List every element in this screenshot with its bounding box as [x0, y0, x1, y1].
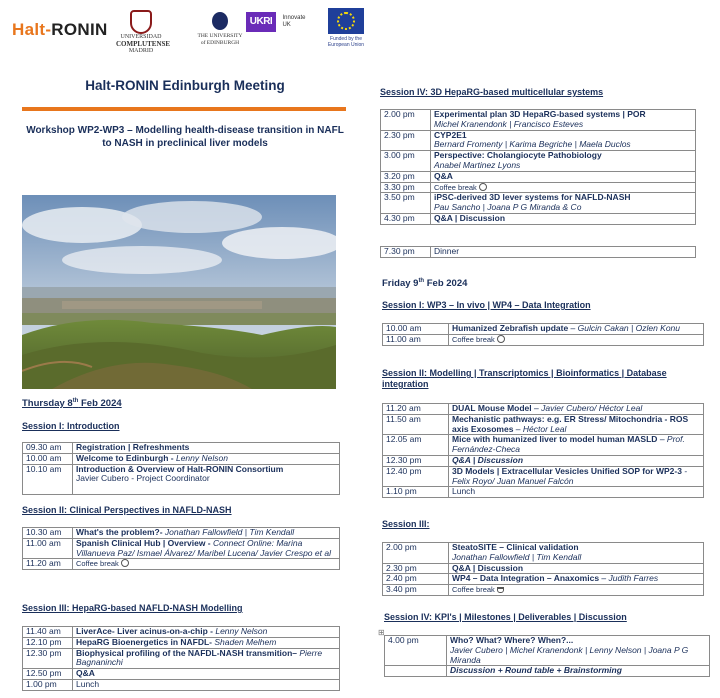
table-row: 3.00 pm Perspective: Cholangiocyte Pathobiology Anabel Martinez Lyons: [381, 151, 696, 172]
table-row: 10.00 am Welcome to Edinburgh - Lenny Nelson: [23, 453, 340, 464]
waving-hand-icon: [497, 335, 505, 343]
thu-session-4-table: [380, 109, 696, 225]
thu-session-4-title: Session IV: 3D HepaRG-based multicellular systems: [380, 87, 604, 97]
fri-session-3-table: [382, 542, 704, 596]
halt-ronin-logo: Halt-RONIN: [12, 20, 108, 39]
innovate-uk-logo: UKRI Innovate UK: [246, 12, 305, 32]
table-row: 4.30 pm Q&A | Discussion: [381, 213, 696, 224]
fri-session-1-table: [382, 323, 704, 346]
table-row: 3.40 pm Coffee break: [383, 585, 704, 596]
thu-session-2-title: Session II: Clinical Perspectives in NAFLD-NASH: [22, 505, 232, 515]
table-row: 3.30 pm Coffee break: [381, 182, 696, 193]
table-row: 12.10 pm HepaRG Bioenergetics in NAFDL- Shaden Melhem: [23, 637, 340, 648]
fri-session-2-title: Session II: Modelling | Transcriptomics | Bioinformatics | Database integration: [382, 368, 667, 389]
fri-session-4-table: [384, 635, 710, 677]
workshop-subtitle: Workshop WP2-WP3 – Modelling health-disease transition in NAFL to NASH in preclinical liver models: [26, 125, 344, 149]
thursday-heading: Thursday 8th Feb 2024: [22, 398, 122, 410]
table-row: 3.50 pm iPSC-derived 3D lever systems for NAFLD-NASH Pau Sancho | Joana P G Miranda & Co: [381, 193, 696, 214]
title-divider: [22, 107, 346, 111]
fri-session-2-table: [382, 403, 704, 498]
table-row: 4.00 pm Who? What? Where? When?... Javier Cubero | Michel Kranendonk | Lenny Nelson | Joana P G Miranda: [385, 636, 710, 666]
thu-session-1-title: Session I: Introduction: [22, 421, 120, 431]
table-row: 1.00 pm Lunch: [23, 679, 340, 690]
table-row: 11.00 am Coffee break: [383, 334, 704, 345]
table-row: 12.05 am Mice with humanized liver to model human MASLD – Prof. Fernández-Checa: [383, 435, 704, 456]
table-row: 12.30 pm Biophysical profiling of the NAFDL-NASH transmition– Pierre Bagnaninchi: [23, 648, 340, 669]
table-row: 11.50 am Mechanistic pathways: e.g. ER Stress/ Mitochondria - ROS axis Exosomes – Héctor Leal: [383, 414, 704, 435]
table-row: 2.00 pm SteatoSITE – Clinical validation Jonathan Fallowfield | Tim Kendall: [383, 543, 704, 564]
thu-session-3-title: Session III: HepaRG-based NAFLD-NASH Modelling: [22, 603, 243, 613]
thu-session-1-table: [22, 442, 340, 495]
table-row: 1.10 pm Lunch: [383, 487, 704, 498]
table-row: 12.40 pm 3D Models | Extracellular Vesicles Unified SOP for WP2-3 - Felix Royo/ Juan Manuel Falcón: [383, 466, 704, 487]
table-row: 12.30 pm Q&A | Discussion: [383, 455, 704, 466]
table-row: 10.10 am Introduction & Overview of Halt-RONIN Consortium Javier Cubero - Project Coordinator: [23, 464, 340, 494]
waving-hand-icon: [121, 559, 129, 567]
edinburgh-landscape-photo: [22, 195, 336, 389]
fri-session-4-title: Session IV: KPI's | Milestones | Deliverables | Discussion: [384, 612, 627, 622]
table-row: 11.00 am Spanish Clinical Hub | Overview - Connect Online: Marina Villanueva Paz/ Ismael Álvarez/ Maribel Lucena/ Javier Crespo et al: [23, 538, 340, 559]
table-row: 3.20 pm Q&A: [381, 171, 696, 182]
table-row: 11.20 am Coffee break: [23, 559, 340, 570]
fri-session-3-title: Session III:: [382, 519, 430, 529]
table-row: 11.20 am DUAL Mouse Model – Javier Cubero/ Héctor Leal: [383, 404, 704, 415]
edinburgh-crest-icon: [212, 12, 228, 30]
ucm-logo: UNIVERSIDAD COMPLUTENSE MADRID: [116, 10, 166, 55]
dinner-table: [380, 246, 696, 258]
eu-flag-icon: [328, 8, 364, 34]
table-row: 2.30 pm Q&A | Discussion: [383, 563, 704, 574]
table-row: 2.40 pm WP4 – Data Integration – Anaxomics – Judith Farres: [383, 574, 704, 585]
table-row: 09.30 am Registration | Refreshments: [23, 443, 340, 454]
thu-session-3-table: [22, 626, 340, 691]
table-row: 12.50 pm Q&A: [23, 669, 340, 680]
table-row: 2.00 pm Experimental plan 3D HepaRG-based systems | POR Michel Kranendonk | Francisco Esteves: [381, 110, 696, 131]
table-row: 10.00 am Humanized Zebrafish update – Gulcin Cakan | Ozlen Konu: [383, 324, 704, 335]
edinburgh-logo: THE UNIVERSITY of EDINBURGH: [190, 12, 250, 46]
table-row: 7.30 pm Dinner: [381, 247, 696, 258]
thu-session-2-table: [22, 527, 340, 570]
table-row: 10.30 am What's the problem?- Jonathan Fallowfield | Tim Kendall: [23, 528, 340, 539]
table-row: Discussion + Round table + Brainstorming: [385, 666, 710, 677]
crest-icon: [130, 10, 152, 34]
fri-session-1-title: Session I: WP3 – In vivo | WP4 – Data Integration: [382, 300, 591, 310]
eu-logo: Funded by the European Union: [326, 8, 366, 48]
move-handle-icon: ⊞: [378, 628, 385, 637]
table-row: 2.30 pm CYP2E1 Bernard Fromenty | Karima Begriche | Maela Duclos: [381, 130, 696, 151]
page-title: Halt-RONIN Edinburgh Meeting: [85, 78, 285, 93]
table-row: 11.40 am LiverAce- Liver acinus-on-a-chip - Lenny Nelson: [23, 627, 340, 638]
waving-hand-icon: [479, 183, 487, 191]
friday-heading: Friday 9th Feb 2024: [382, 278, 468, 290]
coffee-cup-icon: [497, 587, 504, 593]
